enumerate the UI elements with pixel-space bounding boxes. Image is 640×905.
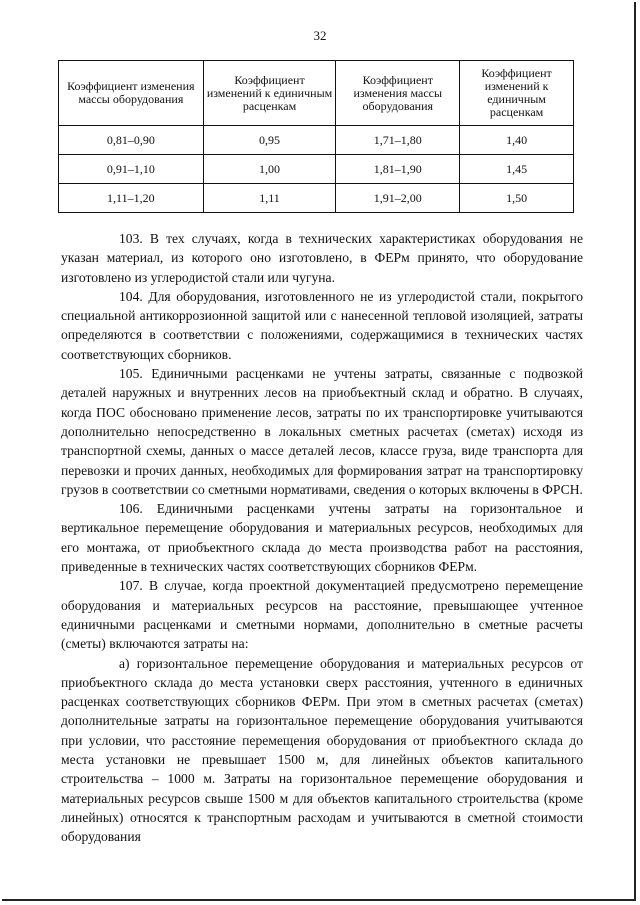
table-cell: 1,45 bbox=[460, 155, 574, 184]
paragraph-104: 104. Для оборудования, изготовленного не из углеродистой стали, покрытого специальной антикоррозионной защитой или с нанесенной тепловой изоляцией, затраты определяются в соответствии с положениями, содержащимися в технических частях соответствующих сборников. bbox=[61, 288, 583, 362]
header-mass-change-1: Коэффициент изменения массы оборудования bbox=[59, 61, 204, 126]
table-cell: 1,91–2,00 bbox=[336, 184, 460, 213]
table-cell: 0,91–1,10 bbox=[59, 155, 204, 184]
table-header-row bbox=[59, 61, 574, 126]
table-cell: 1,71–1,80 bbox=[336, 126, 460, 155]
paragraph-103: 103. В тех случаях, когда в технических характеристиках оборудования не указан материал, из которого оно изготовлено, в ФЕРм принято, что оборудование изготовлено из углеродистой стали или чугуна. bbox=[61, 231, 583, 285]
table-cell: 1,00 bbox=[203, 155, 336, 184]
paragraph-105: 105. Единичными расценками не учтены затраты, связанные с подвозкой деталей наружных и внутренних лесов на приобъектный склад и обратно. В случаях, когда ПОС обосновано применение лесов, затраты по их транспортировке учитываются дополнительно непосредственно в локальных сметных расчетах (сметах) исходя из транспортной схемы, данных о массе деталей лесов, классе груза, виде транспорта для перевозки и прочих данных, необходимых для формирования затрат на транспортировку грузов в соответствии со сметными нормативами, сведения о которых включены в ФРСН. bbox=[61, 366, 583, 497]
table-row bbox=[59, 184, 574, 213]
table-row bbox=[59, 155, 574, 184]
header-mass-change-2: Коэффициент изменения массы оборудования bbox=[336, 61, 460, 126]
table-cell: 0,95 bbox=[203, 126, 336, 155]
table-cell: 1,11 bbox=[203, 184, 336, 213]
header-rate-coef-2: Коэффициент изменений к единичным расценкам bbox=[460, 61, 574, 126]
body-text bbox=[61, 229, 583, 847]
page-number: 32 bbox=[313, 28, 327, 43]
paragraph-107: 107. В случае, когда проектной документацией предусмотрено перемещение оборудования и материальных ресурсов на расстояние, превышающее учтенное единичными расценками и сметными нормами, дополнительно в сметные расчеты (сметы) включаются затраты на: bbox=[61, 578, 583, 652]
subparagraph-a: а) горизонтальное перемещение оборудования и материальных ресурсов от приобъектного склада до места установки сверх расстояния, учтенного в единичных расценках соответствующих сборников ФЕРм. При этом в сметных расчетах (сметах) дополнительные затраты на горизонтальное перемещение оборудования учитываются при условии, что расстояние перемещения оборудования от приобъектного склада до места установки не превышает 1500 м, для линейных объектов капитального строительства – 1000 м. Затраты на горизонтальное перемещение оборудования и материальных ресурсов свыше 1500 м для объектов капитального строительства (кроме линейных) относятся к транспортным расходам и учитываются в сметной стоимости оборудования bbox=[61, 655, 583, 845]
paragraph-106: 106. Единичными расценками учтены затраты на горизонтальное и вертикальное перемещение оборудования и материальных ресурсов, необходимых для его монтажа, от приобъектного склада до места производства работ на расстояния, приведенные в технических частях соответствующих сборников ФЕРм. bbox=[61, 501, 583, 575]
table-cell: 1,81–1,90 bbox=[336, 155, 460, 184]
table-cell: 1,50 bbox=[460, 184, 574, 213]
table-row bbox=[59, 126, 574, 155]
table-cell: 1,40 bbox=[460, 126, 574, 155]
coefficient-table bbox=[58, 60, 574, 213]
table-cell: 1,11–1,20 bbox=[59, 184, 204, 213]
table-cell: 0,81–0,90 bbox=[59, 126, 204, 155]
header-rate-coef-1: Коэффициент изменений к единичным расценкам bbox=[203, 61, 336, 126]
